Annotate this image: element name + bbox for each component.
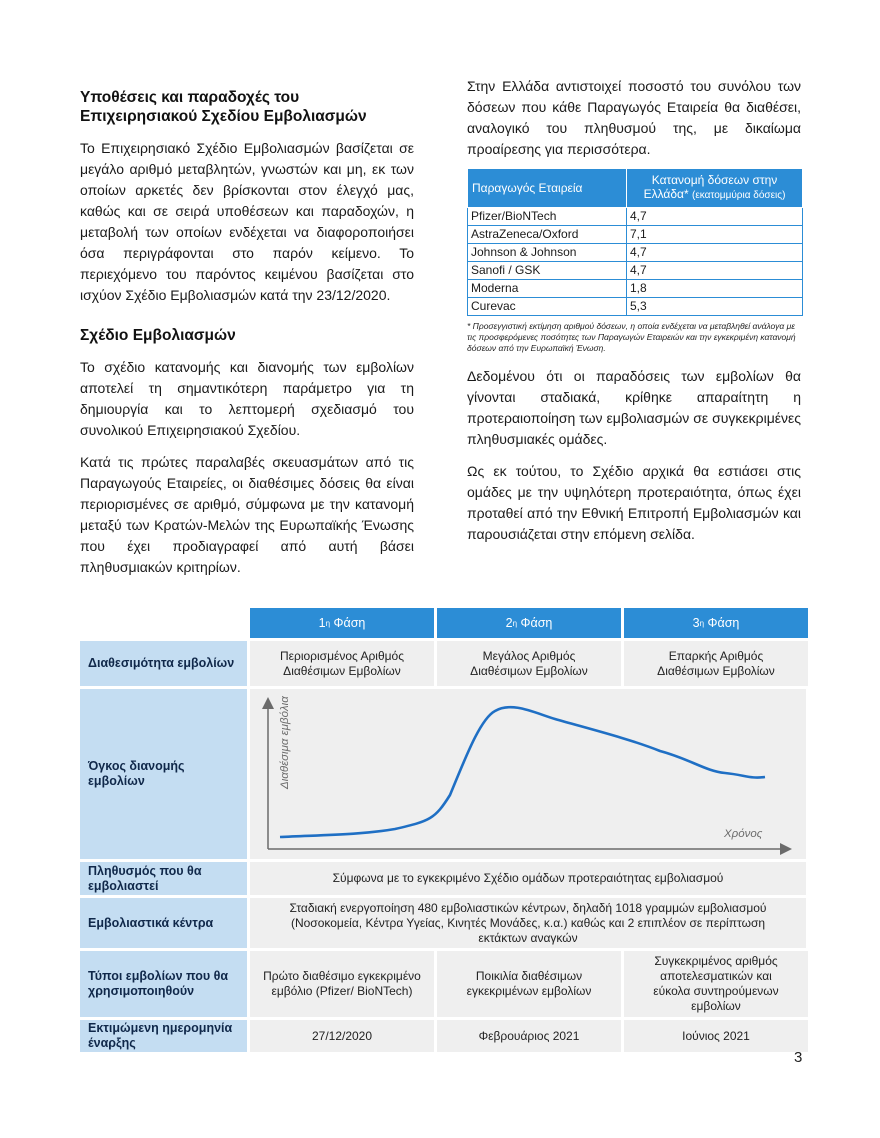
dose-allocation-table [467, 168, 803, 316]
phase-header-row [80, 608, 800, 638]
header-allocation [627, 169, 803, 208]
section-heading-assumptions: Υποθέσεις και παραδοχές του Επιχειρησιακού Σχεδίου Εμβολιασμών [80, 89, 367, 125]
table-row [468, 262, 803, 280]
table-row [468, 244, 803, 262]
header-company: Παραγωγός Εταιρεία [468, 169, 627, 208]
table-header-row [468, 169, 803, 208]
availability-phase-3: Επαρκής Αριθμός Διαθέσιμων Εμβολίων [624, 641, 808, 686]
page-number: 3 [794, 1049, 803, 1066]
availability-row [80, 641, 800, 686]
availability-phase-2: Μεγάλος Αριθμός Διαθέσιμων Εμβολίων [437, 641, 621, 686]
distribution-curve-chart [250, 689, 806, 859]
company-cell: Pfizer/BioNTech [468, 208, 627, 226]
distribution-curve [280, 707, 765, 837]
paragraph-plan-2: Κατά τις πρώτες παραλαβές σκευασμάτων από τις Παραγωγούς Εταιρείες, οι διαθέσιμες δόσεις θα είναι περιορισμένες σε αριθμό, σύμφωνα με την κατανομή μεταξύ των Κρατών-Μελών της Ευρωπαϊκής Ένωσης που έχει προδιαγραφεί από αυτή βάσει πληθυσμιακών κριτηρίων. [80, 454, 414, 575]
start-phase-2: Φεβρουάριος 2021 [437, 1020, 621, 1052]
paragraph-focus: Ως εκ τούτου, το Σχέδιο αρχικά θα εστιάσει στις ομάδες με την υψηλότερη προτεραιότητα, όπως έχει προταθεί από την Εθνική Επιτροπή Εμβολιασμών και παρουσιάζεται στην επόμενη σελίδα. [467, 463, 801, 542]
start-phase-3: Ιούνιος 2021 [624, 1020, 808, 1052]
phase-2-header: 2 η Φάση [437, 608, 621, 638]
table-row [468, 226, 803, 244]
company-cell: Moderna [468, 280, 627, 298]
paragraph-prioritization: Δεδομένου ότι οι παραδόσεις των εμβολίων θα γίνονται σταδιακά, κρίθηκε απαραίτητη η προτεραιοποίηση των εμβολιασμών σε συγκεκριμένες πληθυσμιακές ομάδες. [467, 368, 801, 447]
row-label-centers: Εμβολιαστικά κέντρα [80, 898, 247, 948]
start-phase-1: 27/12/2020 [250, 1020, 434, 1052]
doses-cell: 1,8 [627, 280, 803, 298]
company-cell: Johnson & Johnson [468, 244, 627, 262]
phase-table [80, 608, 800, 1055]
phase-3-header: 3 η Φάση [624, 608, 808, 638]
paragraph-assumptions: Το Επιχειρησιακό Σχέδιο Εμβολιασμών βασίζεται σε μεγάλο αριθμό μεταβλητών, γνωστών και μη, εκ των οποίων αρκετές δεν βρίσκονται στον έλεγχό μας, καθώς και σε σειρά υποθέσεων και παραδοχών, η μεταβολή των οποίων ενδέχεται να διαφοροποιήσει όσα περιγράφονται στο παρόν κείμενο. Το περιεχόμενο του παρόντος κειμένου βασίζεται στο ισχύον Σχέδιο Εμβολιασμών κατά την 23/12/2020. [80, 140, 414, 303]
row-label-start: Εκτιμώμενη ημερομηνία έναρξης [80, 1020, 247, 1052]
company-cell: Curevac [468, 298, 627, 316]
doses-cell: 5,3 [627, 298, 803, 316]
table-footnote: * Προσεγγιστική εκτίμηση αριθμού δόσεων, η οποία ενδέχεται να μεταβληθεί ανάλογα με τις προσφερόμενες ποσότητες των Παραγωγών Εταιρειών και την εγκεκριμένη κατανομή δόσεων από την Ευρωπαϊκή Ένωση. [467, 321, 796, 353]
centers-value: Σταδιακή ενεργοποίηση 480 εμβολιαστικών κέντρων, δηλαδή 1018 γραμμών εμβολιασμού (Νοσοκομεία, Κέντρα Υγείας, Κινητές Μονάδες, κ.α.) καθώς και 2 επιπλέον σε περίπτωση εκτάκτων αναγκών [250, 898, 806, 948]
header-allocation-label: Κατανομή δόσεων στην Ελλάδα* [643, 173, 778, 201]
start-row [80, 1020, 800, 1052]
centers-row [80, 898, 800, 948]
volume-row [80, 689, 800, 859]
doses-cell: 4,7 [627, 208, 803, 226]
doses-cell: 4,7 [627, 262, 803, 280]
types-phase-3: Συγκεκριμένος αριθμός αποτελεσματικών και εύκολα συντηρούμενων εμβολίων [624, 951, 808, 1017]
row-label-availability: Διαθεσιμότητα εμβολίων [80, 641, 247, 686]
y-axis-label: Διαθέσιμα εμβόλια [279, 696, 291, 789]
table-row [468, 280, 803, 298]
doses-cell: 7,1 [627, 226, 803, 244]
phase-1-header: 1 η Φάση [250, 608, 434, 638]
paragraph-greece-share: Στην Ελλάδα αντιστοιχεί ποσοστό του συνόλου των δόσεων που κάθε Παραγωγός Εταιρεία θα διαθέσει, αναλογικό του πληθυσμού της, με δικαίωμα προαίρεσης για περισσότερα. [467, 78, 801, 157]
volume-chart-area [250, 689, 806, 859]
doses-cell: 4,7 [627, 244, 803, 262]
left-column [80, 76, 414, 589]
paragraph-plan-1: Το σχέδιο κατανομής και διανομής των εμβολίων αποτελεί τη σημαντικότερη παράμετρο για τη δημιουργία και το λεπτομερή σχεδιασμό του συνολικού Επιχειρησιακού Σχεδίου. [80, 359, 414, 438]
x-axis-label: Χρόνος [724, 828, 763, 840]
types-row [80, 951, 800, 1017]
right-column [467, 76, 801, 556]
header-allocation-unit: (εκατομμύρια δόσεις) [691, 190, 786, 201]
table-row [468, 208, 803, 226]
section-heading-vaccination-plan: Σχέδιο Εμβολιασμών [80, 327, 236, 344]
population-row [80, 862, 800, 895]
availability-phase-1: Περιορισμένος Αριθμός Διαθέσιμων Εμβολίων [250, 641, 434, 686]
types-phase-1: Πρώτο διαθέσιμο εγκεκριμένο εμβόλιο (Pfizer/ BioNTech) [250, 951, 434, 1017]
population-value: Σύμφωνα με το εγκεκριμένο Σχέδιο ομάδων προτεραιότητας εμβολιασμού [250, 862, 806, 895]
company-cell: AstraZeneca/Oxford [468, 226, 627, 244]
table-row [468, 298, 803, 316]
row-label-population: Πληθυσμός που θα εμβολιαστεί [80, 862, 247, 895]
row-label-volume: Όγκος διανομής εμβολίων [80, 689, 247, 859]
company-cell: Sanofi / GSK [468, 262, 627, 280]
row-label-types: Τύποι εμβολίων που θα χρησιμοποιηθούν [80, 951, 247, 1017]
types-phase-2: Ποικιλία διαθέσιμων εγκεκριμένων εμβολίων [437, 951, 621, 1017]
